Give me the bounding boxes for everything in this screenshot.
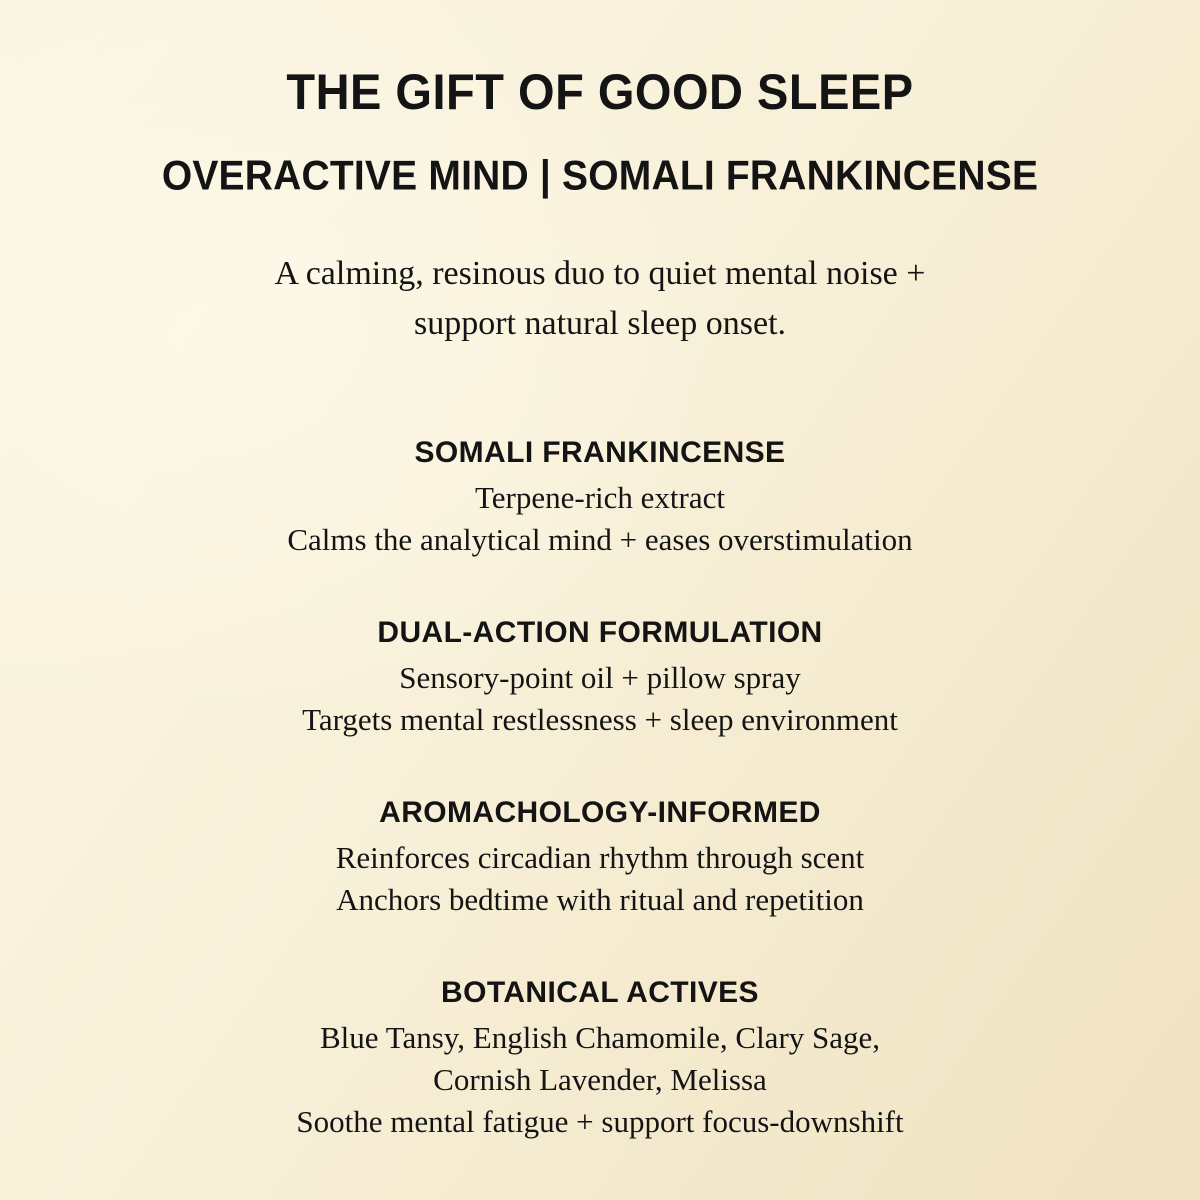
section-dual-action-formulation: [0, 615, 1200, 741]
section-line: Terpene-rich extract: [475, 479, 725, 515]
intro-line-1: A calming, resinous duo to quiet mental noise +: [274, 254, 926, 292]
section-heading: AROMACHOLOGY-INFORMED: [379, 795, 821, 829]
section-heading: SOMALI FRANKINCENSE: [414, 435, 786, 469]
section-line: Blue Tansy, English Chamomile, Clary Sage,: [319, 1019, 881, 1055]
page-title: THE GIFT OF GOOD SLEEP: [286, 63, 914, 120]
page-subtitle: OVERACTIVE MIND | SOMALI FRANKINCENSE: [161, 153, 1039, 199]
section-line: Cornish Lavender, Melissa: [433, 1061, 767, 1097]
section-line: Anchors bedtime with ritual and repetition: [336, 881, 864, 917]
section-somali-frankincense: [0, 435, 1200, 561]
section-aromachology-informed: [0, 795, 1200, 921]
section-line: Sensory-point oil + pillow spray: [399, 659, 801, 695]
section-line: Reinforces circadian rhythm through scent: [335, 839, 865, 875]
intro-line-2: support natural sleep onset.: [413, 304, 787, 342]
section-botanical-actives: [0, 975, 1200, 1143]
section-line: Targets mental restlessness + sleep environment: [302, 701, 898, 737]
sections-list: [0, 435, 1200, 1143]
section-heading: DUAL-ACTION FORMULATION: [377, 615, 823, 649]
section-line: Calms the analytical mind + eases overstimulation: [287, 521, 913, 557]
section-line: Soothe mental fatigue + support focus-downshift: [296, 1103, 904, 1139]
section-heading: BOTANICAL ACTIVES: [441, 975, 759, 1009]
intro-paragraph: [0, 249, 1200, 349]
